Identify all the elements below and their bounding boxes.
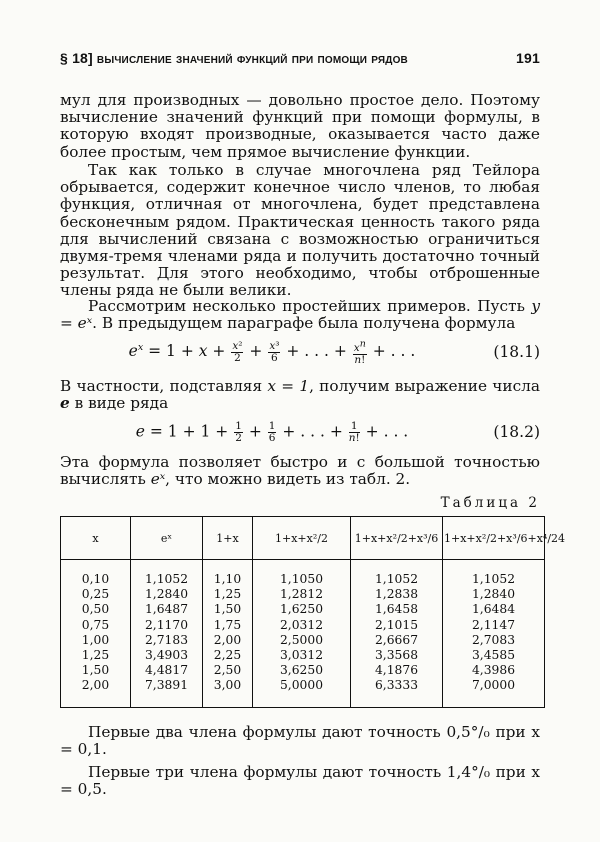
equation-number: (18.1) xyxy=(493,343,540,361)
table-cell: 1,1052 xyxy=(144,572,189,586)
table-cell: 6,3333 xyxy=(374,678,419,693)
table-header: 1+x+x²/2 xyxy=(253,517,351,560)
table-column-x xyxy=(61,560,131,708)
table-cell: 2,00 xyxy=(213,632,242,647)
paragraph-3: Рассмотрим несколько простейших примеров. Пусть y = eˣ. В предыдущем параграфе была получена формула xyxy=(60,297,540,333)
table-cell: 3,4585 xyxy=(471,648,516,663)
table-cell: 1,75 xyxy=(213,617,242,632)
table-cell: 2,6667 xyxy=(374,632,419,647)
values-table xyxy=(60,516,566,708)
table-cell: 0,10 xyxy=(81,572,110,586)
table-cell: 1,50 xyxy=(81,663,110,678)
table-cell: 1,6250 xyxy=(279,602,324,617)
table-cell: 3,00 xyxy=(213,678,242,693)
table-header-row xyxy=(61,517,545,560)
table-cell: 1,6458 xyxy=(374,602,419,617)
table-cell: 4,3986 xyxy=(471,663,516,678)
paragraph-7: Первые три члена формулы дают точность 1,4°/₀ при x = 0,5. xyxy=(60,763,540,799)
table-cell: 2,7083 xyxy=(471,632,516,647)
table-cell: 1,1052 xyxy=(374,572,419,586)
table-cell: 1,2840 xyxy=(471,587,516,602)
table-header: 1+x xyxy=(203,517,253,560)
table-cell: 3,0312 xyxy=(279,648,324,663)
table-cell: 1,1050 xyxy=(279,572,324,586)
table-cell: 2,50 xyxy=(213,663,242,678)
table-cell: 1,00 xyxy=(81,632,110,647)
table-cell: 2,0312 xyxy=(279,617,324,632)
table-column-exp xyxy=(131,560,203,708)
table-cell: 0,75 xyxy=(81,617,110,632)
section-ref: § 18] xyxy=(60,50,93,66)
table-cell: 1,25 xyxy=(213,587,242,602)
paragraph-4: В частности, подставляя x = 1, получим выражение числа e в виде ряда xyxy=(60,377,540,413)
table-cell: 1,2812 xyxy=(279,587,324,602)
table-body-row xyxy=(61,560,545,708)
equation-body: $e^x = 1 + x$ + $\frac{\text{x²}}{2}$ + $\frac{\text{x³}}{6}$ + . . . + $\frac{x^n}{n!}$ + . . . xyxy=(128,338,416,366)
table-cell: 3,3568 xyxy=(374,648,419,663)
table-cell: 2,00 xyxy=(81,678,110,693)
table-caption: Таблица 2 xyxy=(440,495,540,511)
table-cell: 1,1052 xyxy=(471,572,516,586)
table-cell: 2,1015 xyxy=(374,617,419,632)
table-cell: 0,50 xyxy=(81,602,110,617)
table-cell: 3,4903 xyxy=(144,648,189,663)
table-cell: 1,6487 xyxy=(144,602,189,617)
table-cell: 2,5000 xyxy=(279,632,324,647)
equation-18-1 xyxy=(60,334,540,370)
table-cell: 4,1876 xyxy=(374,663,419,678)
table-header: x xyxy=(61,517,131,560)
table-column-3-terms xyxy=(253,560,351,708)
table-cell: 2,1170 xyxy=(144,617,189,632)
running-header xyxy=(60,50,540,66)
table-cell: 4,4817 xyxy=(144,663,189,678)
table-cell: 2,25 xyxy=(213,648,242,663)
table-cell: 5,0000 xyxy=(279,678,324,693)
table-cell: 1,2840 xyxy=(144,587,189,602)
table-cell: 1,25 xyxy=(81,648,110,663)
table-header: 1+x+x²/2+x³/6+x⁴/24 xyxy=(443,517,545,560)
table-cell: 7,0000 xyxy=(471,678,516,693)
page-number: 191 xyxy=(516,50,540,66)
table-cell: 3,6250 xyxy=(279,663,324,678)
table-cell: 7,3891 xyxy=(144,678,189,693)
equation-body: e = 1 + 1 + $\frac{1}{2}$ + $\frac{1}{6}$ + . . . + $\frac{1}{n!}$ + . . . xyxy=(135,419,409,444)
table-cell: 1,2838 xyxy=(374,587,419,602)
table-header: eˣ xyxy=(131,517,203,560)
paragraph-6: Первые два члена формулы дают точность 0,5°/₀ при x = 0,1. xyxy=(60,723,540,759)
table-column-4-terms xyxy=(351,560,443,708)
equation-number: (18.2) xyxy=(493,423,540,441)
table-cell: 1,50 xyxy=(213,602,242,617)
paragraph-2: Так как только в случае многочлена ряд Тейлора обрывается, содержит конечное число членов, то любая функция, отличная от многочлена, будет представлена бесконечным рядом. Практическая ценность такого ряда для вычислений связана с возможностью ограничиться двумя-тремя членами ряда и получить достаточно точный результат. Для этого необходимо, чтобы отброшенные члены ряда не были велики. xyxy=(60,161,540,300)
table-header: 1+x+x²/2+x³/6 xyxy=(351,517,443,560)
equation-18-2 xyxy=(60,414,540,450)
paragraph-1: мул для производных — довольно простое дело. Поэтому вычисление значений функций при помощи формулы, в которую входят производные, оказывается часто даже более простым, чем прямое вычисление функции. xyxy=(60,91,540,161)
table-column-2-terms xyxy=(203,560,253,708)
table-cell: 0,25 xyxy=(81,587,110,602)
table-column-5-terms xyxy=(443,560,545,708)
paragraph-5: Эта формула позволяет быстро и с большой точностью вычислять eˣ, что можно видеть из табл. 2. xyxy=(60,453,540,489)
table-cell: 1,6484 xyxy=(471,602,516,617)
table-cell: 2,1147 xyxy=(471,617,516,632)
table-cell: 1,10 xyxy=(213,572,242,586)
header-title: вычисление значений функций при помощи рядов xyxy=(96,50,408,66)
table-cell: 2,7183 xyxy=(144,632,189,647)
